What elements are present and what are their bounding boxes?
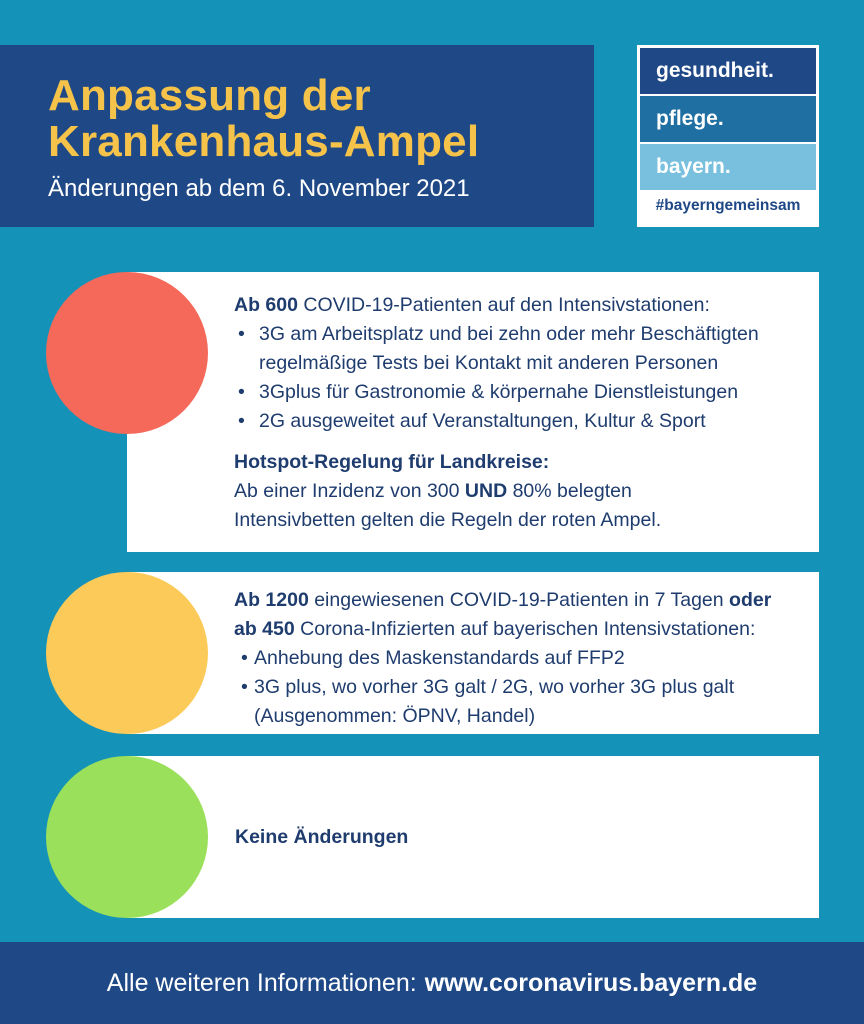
header-banner xyxy=(0,45,594,227)
page-title xyxy=(48,73,594,165)
hotspot-heading: Hotspot-Regelung für Landkreise: xyxy=(234,451,550,473)
red-intro xyxy=(234,291,799,320)
yellow-threshold-2: ab 450 xyxy=(234,618,295,640)
red-intro-threshold: Ab 600 xyxy=(234,294,298,316)
footer xyxy=(0,942,864,1024)
bullet-icon: • xyxy=(241,647,248,669)
hotspot-text-part: 80% belegten xyxy=(507,480,632,502)
logo-row-gesundheit: gesundheit. xyxy=(640,48,816,94)
page-subtitle: Änderungen ab dem 6. November 2021 xyxy=(48,175,470,202)
list-item xyxy=(234,673,809,731)
list-item-text-continued: (Ausgenommen: ÖPNV, Handel) xyxy=(254,705,536,727)
title-line-1: Anpassung der xyxy=(48,71,371,120)
list-item-text: 3G plus, wo vorher 3G galt / 2G, wo vorher 3G plus galt xyxy=(254,676,735,698)
bullet-icon: • xyxy=(238,323,245,345)
green-text: Keine Änderungen xyxy=(235,825,409,848)
red-level-panel xyxy=(127,272,819,552)
yellow-level-panel xyxy=(127,572,819,734)
list-item xyxy=(234,320,799,378)
yellow-oder: oder xyxy=(729,589,772,611)
hotspot-text-part: Ab einer Inzidenz von 300 xyxy=(234,480,465,502)
yellow-intro-text: eingewiesenen COVID-19-Patienten in 7 Tagen xyxy=(308,589,730,611)
red-intro-text: COVID-19-Patienten auf den Intensivstationen: xyxy=(297,294,710,316)
bullet-icon: • xyxy=(238,381,245,403)
footer-url-link[interactable]: www.coronavirus.bayern.de xyxy=(424,968,758,997)
gesundheit-pflege-bayern-logo xyxy=(637,45,819,227)
footer-label: Alle weiteren Informationen: xyxy=(106,968,417,997)
logo-row-bayern: bayern. xyxy=(640,144,816,190)
yellow-intro-line-1 xyxy=(234,586,809,615)
yellow-intro-text-2: Corona-Infizierten auf bayerischen Intensivstationen: xyxy=(294,618,756,640)
list-item-text: 2G ausgeweitet auf Veranstaltungen, Kultur & Sport xyxy=(259,410,706,432)
green-traffic-light-icon xyxy=(46,756,208,918)
list-item xyxy=(234,644,809,673)
yellow-threshold-1: Ab 1200 xyxy=(234,589,309,611)
yellow-traffic-light-icon xyxy=(46,572,208,734)
logo-row-pflege: pflege. xyxy=(640,96,816,142)
bullet-icon: • xyxy=(241,676,248,698)
green-level-panel xyxy=(127,756,819,918)
hotspot-and: UND xyxy=(464,480,508,502)
yellow-intro-line-2 xyxy=(234,615,809,644)
bullet-icon: • xyxy=(238,410,245,432)
red-traffic-light-icon xyxy=(46,272,208,434)
list-item-text: 3Gplus für Gastronomie & körpernahe Dienstleistungen xyxy=(259,381,739,403)
list-item xyxy=(234,378,799,407)
list-item-text-continued: regelmäßige Tests bei Kontakt mit anderen Personen xyxy=(259,352,719,374)
hotspot-text xyxy=(234,477,799,506)
list-item-text: Anhebung des Maskenstandards auf FFP2 xyxy=(254,647,625,669)
list-item xyxy=(234,407,799,436)
title-line-2: Krankenhaus-Ampel xyxy=(48,117,480,166)
hotspot-text-line-2: Intensivbetten gelten die Regeln der roten Ampel. xyxy=(234,509,662,531)
logo-hashtag: #bayerngemeinsam xyxy=(655,197,801,214)
list-item-text: 3G am Arbeitsplatz und bei zehn oder mehr Beschäftigten xyxy=(259,323,759,345)
